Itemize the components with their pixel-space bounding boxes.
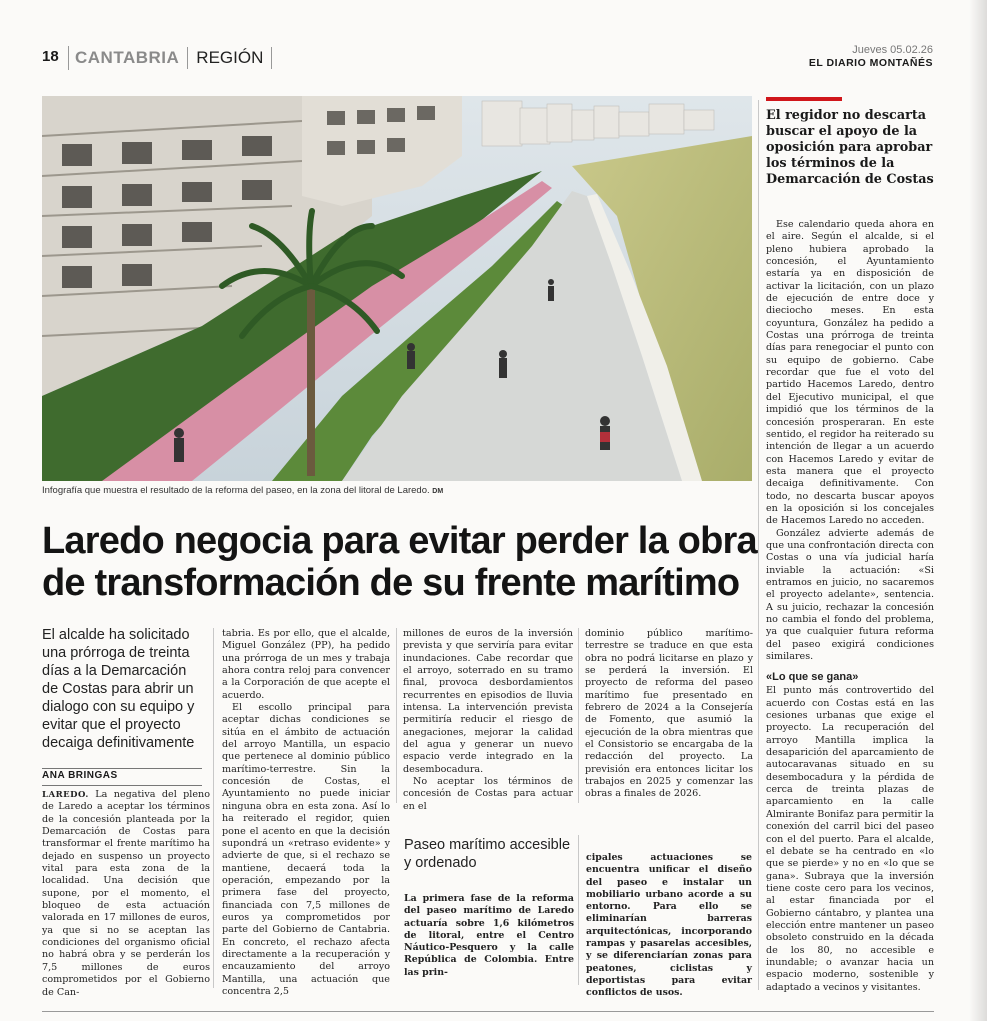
page-bottom-rule xyxy=(42,1011,934,1012)
box-title: Paseo marítimo accesible y ordenado xyxy=(404,837,571,871)
column-divider xyxy=(758,100,759,990)
article-column-5 xyxy=(766,219,934,994)
paragraph: Ese calendario queda ahora en el aire. Según el alcalde, si el pleno hubiera aprobado la concesión, el Ayuntamiento estaría ya en disposición de activar la licitación, con un plazo de ejecución de entre doce y dieciocho meses. En esta coyuntura, González ha pedido a Costas una prórroga de treinta días para renegociar el punto con su equipo de gobierno. Cabe recordar que fue el voto del partido Hacemos Laredo, dentro del Ejecutivo municipal, el que impidió que los términos de la concesión prosperaran. En este sentido, el regidor ha reiterado su intención de llegar a un acuerdo con Hacemos Laredo y evitar de esta manera que el proyecto decaiga definitivamente. Con todo, no descarta buscar apoyos en la oposición si los concejales de Hacemos Laredo no acceden. xyxy=(766,219,934,527)
subheading: «Lo que se gana» xyxy=(766,671,859,684)
photo-caption xyxy=(42,485,752,496)
paragraph: dominio público marítimo-terrestre se traduce en que esta obra no podrá licitarse en plazo y se perderá la inversión. El proyecto de reforma del paseo marítimo fue presentado en febrero de 2024 a la Consejería de Fomento, que asumió la ejecución de la obra mientras que el Consistorio se encargaba de la redacción del proyecto. La previsión era entonces licitar los trabajos en 2025 y comenzar las obras a finales de 2026. xyxy=(585,628,753,800)
article-lede: El alcalde ha solicitado una prórroga de treinta días a la Demarcación de Costas para abrir un dialogo con su equipo y evitar que el proyecto decaiga definitivamente xyxy=(42,627,195,751)
column-divider xyxy=(213,628,214,988)
paragraph: LAREDO. La negativa del pleno de Laredo a aceptar los términos de la concesión planteada por la Demarcación de Costas para transformar el frente marítimo ha dejado en suspenso un proyecto vital para esta zona de la localidad. Una decisión que supone, por el momento, el bloqueo de esta actuación valorada en 17 millones de euros, ya que si no se aceptan las condiciones del organismo oficial no habrá obra y se perderán los 7,5 millones de euros comprometidos por el Gobierno de Can- xyxy=(42,789,210,998)
box-text-2: cipales actuaciones se encuentra unificar el diseño del paseo e instalar un mobiliario urbano acorde a su entorno. Para ello se eliminarían barreras arquitectónicas, incorporando rampas y pasarelas accesibles, y se diferenciarían zonas para peatones, ciclistas y deportistas para evitar conflictos de usos. xyxy=(586,852,752,999)
byline-divider xyxy=(42,785,202,786)
paragraph: El punto más controvertido del acuerdo con Costas está en las cesiones urbanas que exige el proyecto. La recuperación del arroyo Mantilla implica la desaparición del aparcamiento de autocaravanas situado en su desembocadura y la pérdida de cerca de treinta plazas de aparcamiento en la calle Almirante Bonifaz para permitir la conexión del carril bici del paseo con el del puerto. Para el alcalde, el debate se ha centrado en «lo que se pierde» y no en «lo que se gana». Subraya que la inversión tiene coste cero para los vecinos, al estar financiada por el Gobierno cántabro, y plantea una elección entre mantener un paseo obsoleto construido en la década de los 80, no accesible e inundable; o avanzar hacia un espacio moderno, sostenible y adaptado a vecinos y visitantes. xyxy=(766,685,934,993)
paragraph: El escollo principal para aceptar dichas condiciones se sitúa en el ámbito de actuación del arroyo Mantilla, un espacio que pertenece al dominio público marítimo-terrestre. Sin la concesión de Costas, el Ayuntamiento no puede iniciar ninguna obra en esta zona. Así lo ha reiterado el regidor, quien pone el acento en que la decisión supondrá un «retraso evidente» y advierte de que, si el rechazo se mantiene, decaerá toda la operación, empezando por la primera fase del proyecto, financiada con 7,5 millones de euros ya comprometidos por parte del Gobierno de Cantabria. En concreto, el rechazo afecta directamente a la recuperación y encauzamiento del arroyo Mantilla, una actuación que concentra 2,5 xyxy=(222,702,390,997)
column-divider xyxy=(396,628,397,803)
dateline: LAREDO. xyxy=(42,790,89,800)
article-photo xyxy=(42,96,752,481)
column-divider xyxy=(578,628,579,803)
promenade-illustration xyxy=(42,96,752,481)
paragraph: tabria. Es por ello, que el alcalde, Miguel González (PP), ha pedido una prórroga de un mes y trabaja ahora contra reloj para convencer a la Corporación de que acepte el acuerdo. xyxy=(222,628,390,701)
paragraph: González advierte además de que una confrontación directa con Costas o una vía judicial haría inviable la actuación: «Si entramos en juicio, no sacaremos el proyecto adelante», sentencia. A su juicio, rechazar la concesión no cambia el fondo del problema, ya que cualquier futura reforma del paseo exigirá condiciones similares. xyxy=(766,527,934,663)
photo-credit: DM xyxy=(432,488,444,495)
article-column-3 xyxy=(403,628,573,813)
page-number: 18 xyxy=(42,48,59,65)
paragraph: millones de euros de la inversión prevista y que serviría para evitar inundaciones. Cabe recordar que el arroyo, soterrado en su tramo final, provoca desbordamientos recurrentes en episodios de lluvia intensa. La intervención prevista permitiría reducir el riesgo de anegaciones, mejorar la calidad del agua y generar un nuevo espacio verde integrado en la desembocadura. xyxy=(403,628,573,775)
publication-name: EL DIARIO MONTAÑÉS xyxy=(808,57,933,69)
column-divider xyxy=(578,835,579,985)
paragraph: No aceptar los términos de concesión de Costas para actuar en el xyxy=(403,776,573,812)
article-headline: Laredo negocia para evitar perder la obra de transformación de su frente marítimo xyxy=(42,520,757,604)
article-column-2 xyxy=(222,628,390,998)
sidebar-headline: El regidor no descarta buscar el apoyo de la oposición para aprobar los términos de la Demarcación de Costas xyxy=(766,108,934,187)
section-header xyxy=(68,46,272,70)
byline: ANA BRINGAS xyxy=(42,768,202,781)
page-fold-shadow xyxy=(969,0,987,1021)
section-name: CANTABRIA xyxy=(75,48,180,67)
article-column-1 xyxy=(42,789,210,999)
section-divider xyxy=(187,47,188,69)
article-column-4 xyxy=(585,628,753,801)
accent-bar xyxy=(766,97,842,101)
subsection-name: REGIÓN xyxy=(196,48,264,67)
section-divider xyxy=(271,47,272,69)
box-text-1: La primera fase de la reforma del paseo marítimo de Laredo actuaría sobre 1,6 kilómetros de litoral, entre el Centro Náutico-Pesquero y la calle República de Colombia. Entre las prin- xyxy=(404,893,574,978)
issue-date: Jueves 05.02.26 xyxy=(852,44,933,56)
caption-text: Infografía que muestra el resultado de la reforma del paseo, en la zona del litoral de Laredo. xyxy=(42,485,430,496)
